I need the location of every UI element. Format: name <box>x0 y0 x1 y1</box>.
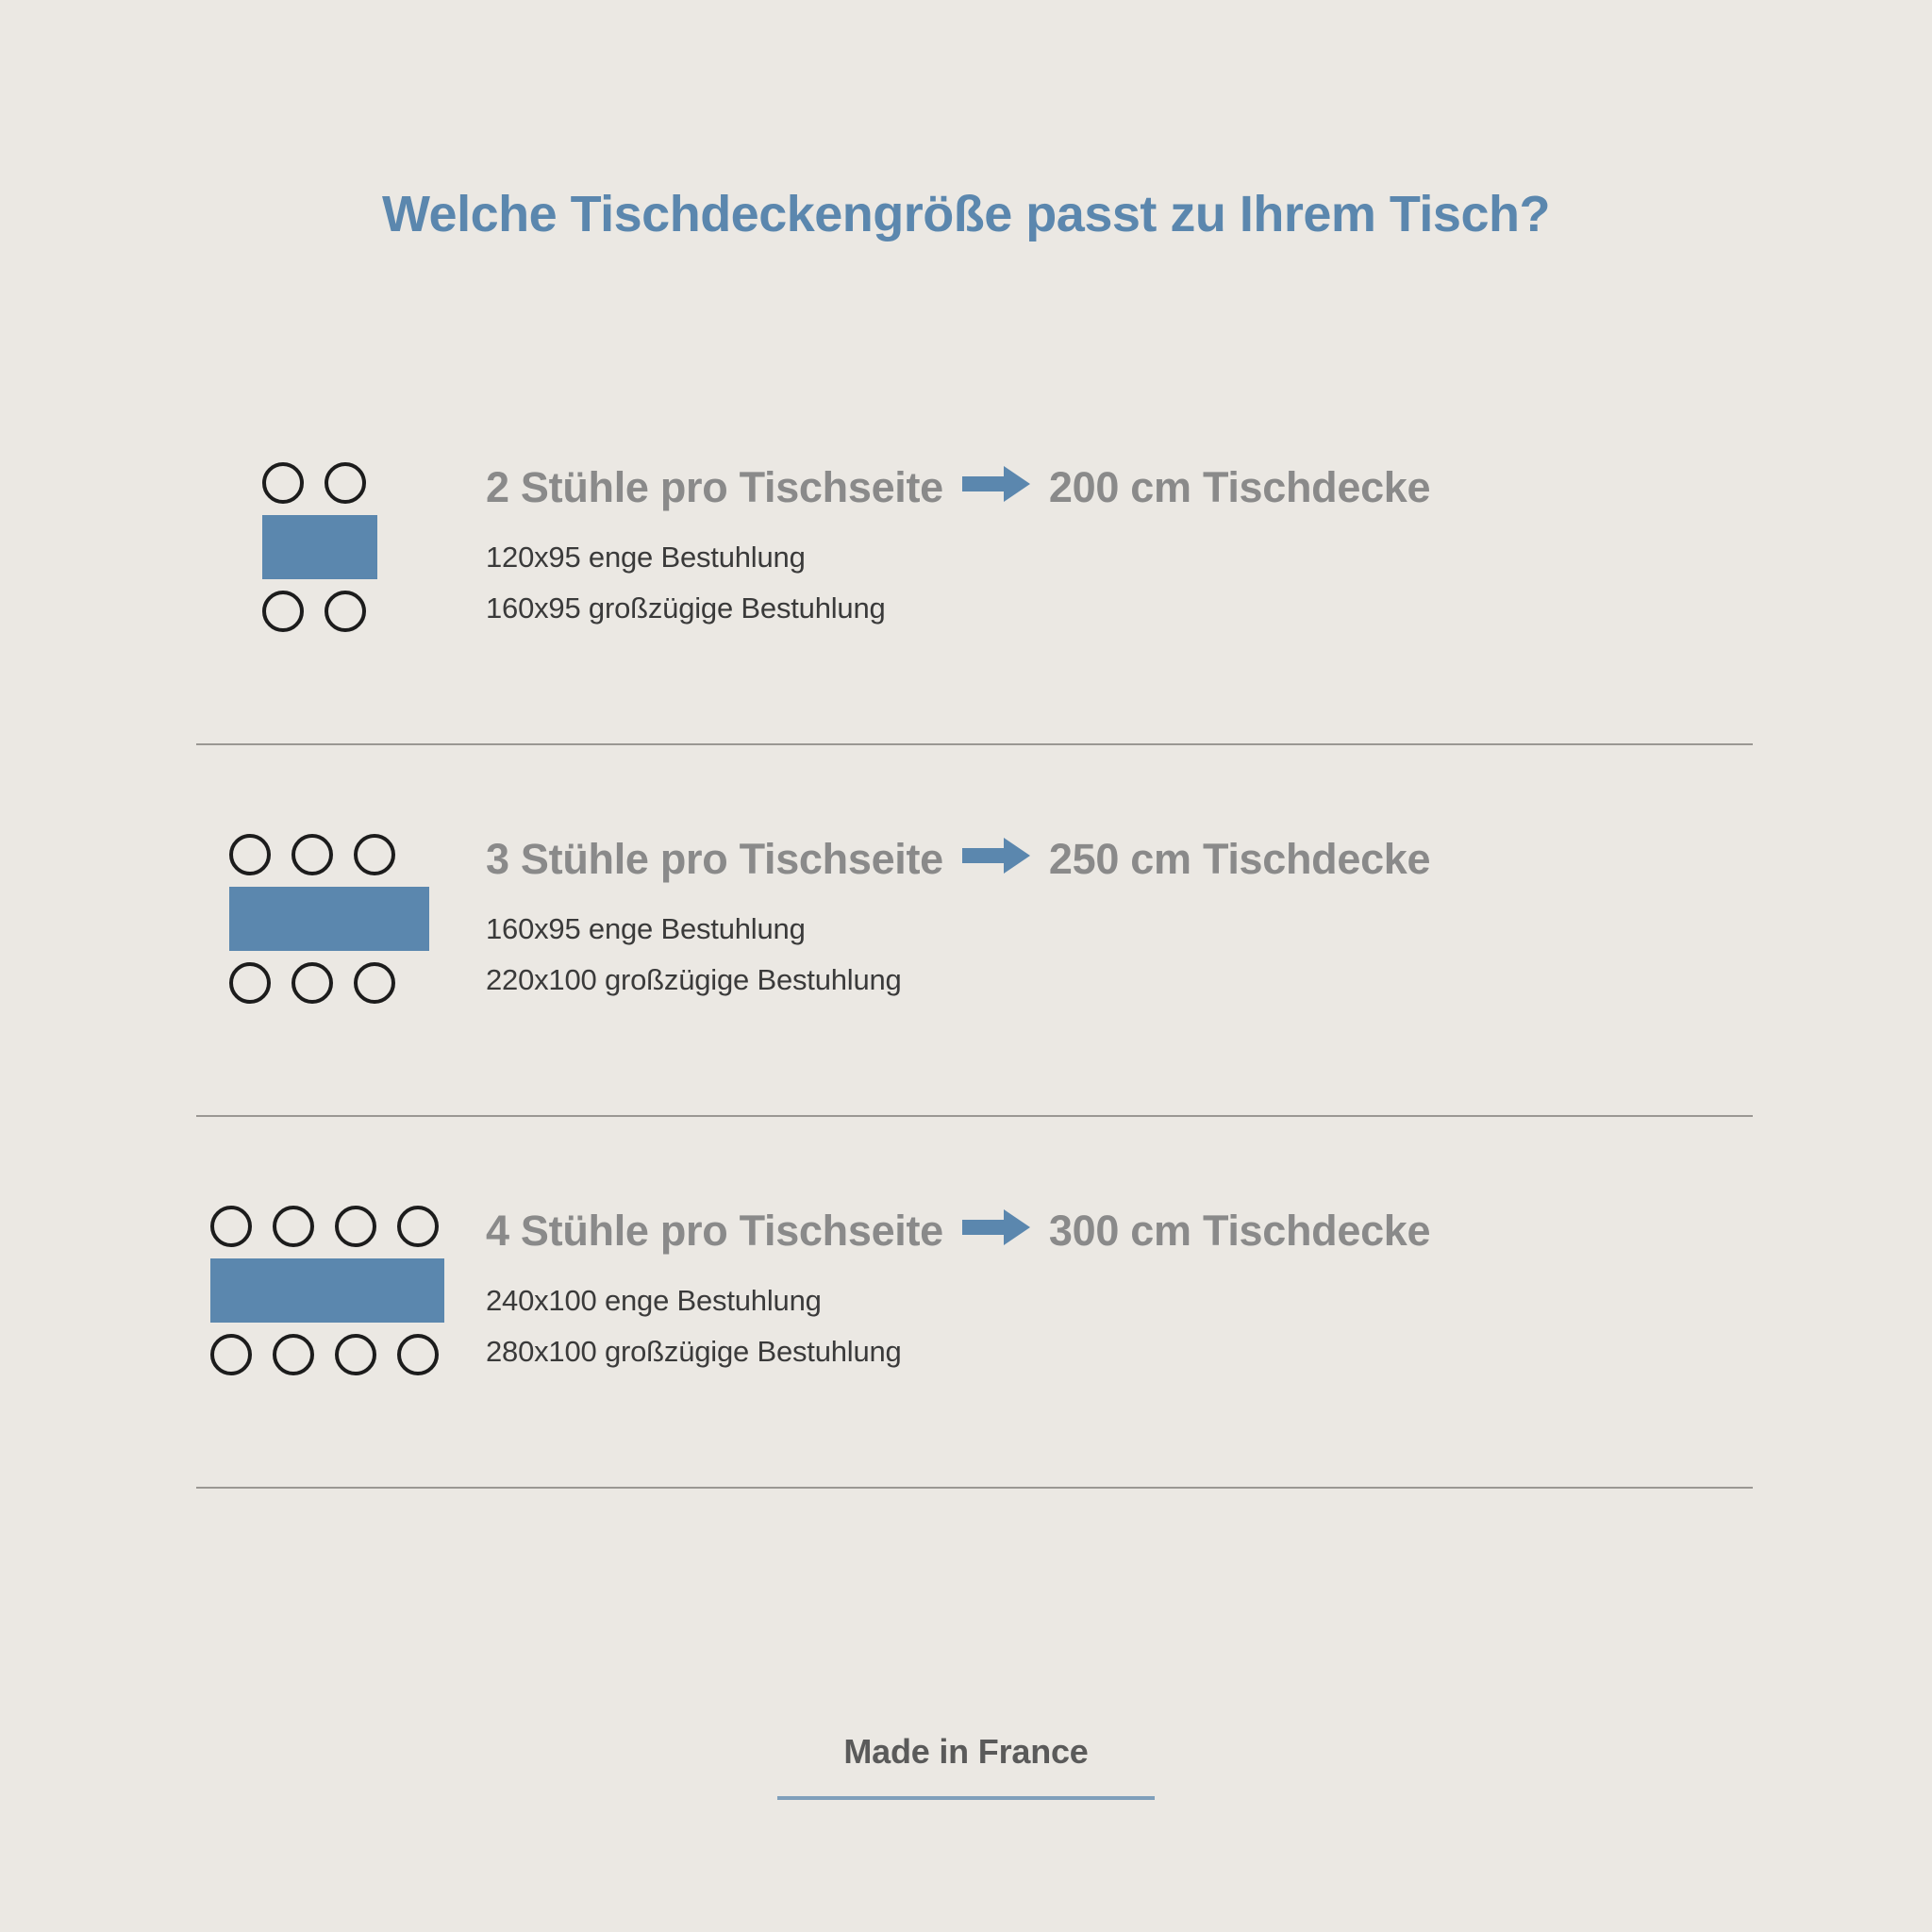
chair-icon <box>354 962 395 1004</box>
table-shape <box>229 887 429 951</box>
chair-icon <box>273 1206 314 1247</box>
chairs-label: 4 Stühle pro Tischseite <box>486 1206 943 1255</box>
chair-icon <box>229 834 271 875</box>
detail-tight: 160x95 enge Bestuhlung <box>486 912 806 945</box>
row-headline <box>486 834 1807 884</box>
detail-tight: 240x100 enge Bestuhlung <box>486 1284 822 1317</box>
chair-icon <box>273 1334 314 1375</box>
chair-icon <box>335 1334 376 1375</box>
table-size-row <box>0 1206 1932 1536</box>
table-shape <box>210 1258 444 1323</box>
row-content <box>486 834 1807 997</box>
detail-generous: 280x100 großzügige Bestuhlung <box>486 1335 902 1368</box>
table-size-row <box>0 834 1932 1164</box>
chair-icon <box>397 1206 439 1247</box>
chairs-label: 3 Stühle pro Tischseite <box>486 834 943 883</box>
row-content <box>486 1206 1807 1369</box>
chair-icon <box>325 462 366 504</box>
detail-generous: 160x95 großzügige Bestuhlung <box>486 591 886 625</box>
arrow-right-icon <box>962 464 1030 514</box>
tablecloth-size-label: 200 cm Tischdecke <box>1048 462 1431 511</box>
chair-icon <box>325 591 366 632</box>
table-shape <box>262 515 377 579</box>
rows-container <box>0 462 1932 1536</box>
chair-icon <box>291 962 333 1004</box>
page-title: Welche Tischdeckengröße passt zu Ihrem Tisch? <box>382 186 1550 242</box>
detail-tight: 120x95 enge Bestuhlung <box>486 541 806 574</box>
row-divider <box>196 743 1753 745</box>
arrow-right-icon <box>962 836 1030 886</box>
made-in-france-label: Made in France <box>843 1732 1089 1771</box>
footer-underline <box>777 1796 1155 1800</box>
row-headline <box>486 462 1807 512</box>
row-divider <box>196 1115 1753 1117</box>
arrow-right-icon <box>962 1208 1030 1257</box>
table-size-row <box>0 462 1932 792</box>
row-content <box>486 462 1807 625</box>
row-divider <box>196 1487 1753 1489</box>
chair-icon <box>229 962 271 1004</box>
footer <box>0 1732 1932 1800</box>
chair-icon <box>210 1206 252 1247</box>
chair-icon <box>262 591 304 632</box>
chair-icon <box>354 834 395 875</box>
tablecloth-size-label: 300 cm Tischdecke <box>1048 1206 1431 1255</box>
chair-icon <box>397 1334 439 1375</box>
chair-icon <box>262 462 304 504</box>
chair-icon <box>291 834 333 875</box>
tablecloth-size-label: 250 cm Tischdecke <box>1048 834 1431 883</box>
chair-icon <box>210 1334 252 1375</box>
chairs-label: 2 Stühle pro Tischseite <box>486 462 943 511</box>
chair-icon <box>335 1206 376 1247</box>
row-headline <box>486 1206 1807 1256</box>
detail-generous: 220x100 großzügige Bestuhlung <box>486 963 902 996</box>
